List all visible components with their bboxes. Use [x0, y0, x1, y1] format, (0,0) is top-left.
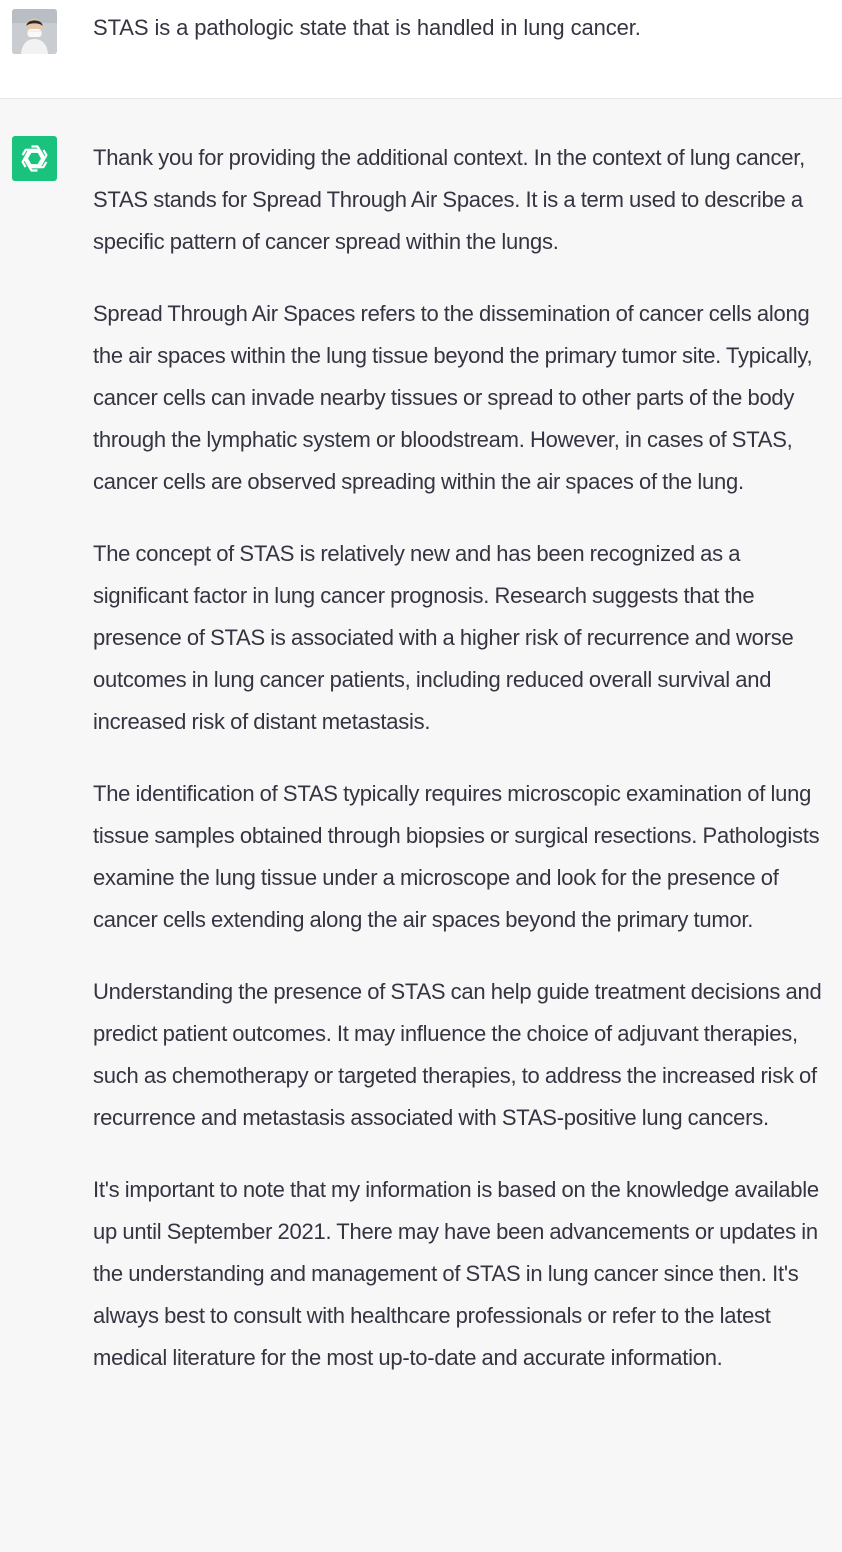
assistant-paragraph: Understanding the presence of STAS can help guide treatment decisions and predict patient outcomes. It may influence the choice of adjuvant therapies, such as chemotherapy or targeted therapies, to address the increased risk of recurrence and metastasis associated with STAS-positive lung cancers. [93, 979, 822, 1130]
user-avatar [12, 9, 57, 54]
assistant-paragraph: Spread Through Air Spaces refers to the dissemination of cancer cells along the air spaces within the lung tissue beyond the primary tumor site. Typically, cancer cells can invade nearby tissues or spread to other parts of the body through the lymphatic system or bloodstream. However, in cases of STAS, cancer cells are observed spreading within the air spaces of the lung. [93, 301, 813, 494]
assistant-avatar [12, 136, 57, 181]
assistant-message-row [0, 99, 842, 1552]
user-message-row [0, 0, 842, 99]
user-photo-icon [12, 9, 57, 54]
assistant-paragraph: The identification of STAS typically requires microscopic examination of lung tissue samples obtained through biopsies or surgical resections. Pathologists examine the lung tissue under a microscope and look for the presence of cancer cells extending along the air spaces beyond the primary tumor. [93, 781, 820, 932]
assistant-message-content [93, 137, 838, 1409]
assistant-paragraph: It's important to note that my information is based on the knowledge available up until September 2021. There may have been advancements or updates in the understanding and management of STAS in lung cancer since then. It's always best to consult with healthcare professionals or refer to the latest medical literature for the most up-to-date and accurate information. [93, 1177, 819, 1370]
assistant-paragraph: The concept of STAS is relatively new and has been recognized as a significant factor in lung cancer prognosis. Research suggests that the presence of STAS is associated with a higher risk of recurrence and worse outcomes in lung cancer patients, including reduced overall survival and increased risk of distant metastasis. [93, 541, 794, 734]
openai-logo-icon [18, 142, 51, 175]
user-message-text: STAS is a pathologic state that is handled in lung cancer. [93, 15, 641, 40]
assistant-paragraph: Thank you for providing the additional context. In the context of lung cancer, STAS stands for Spread Through Air Spaces. It is a term used to describe a specific pattern of cancer spread within the lungs. [93, 145, 805, 254]
